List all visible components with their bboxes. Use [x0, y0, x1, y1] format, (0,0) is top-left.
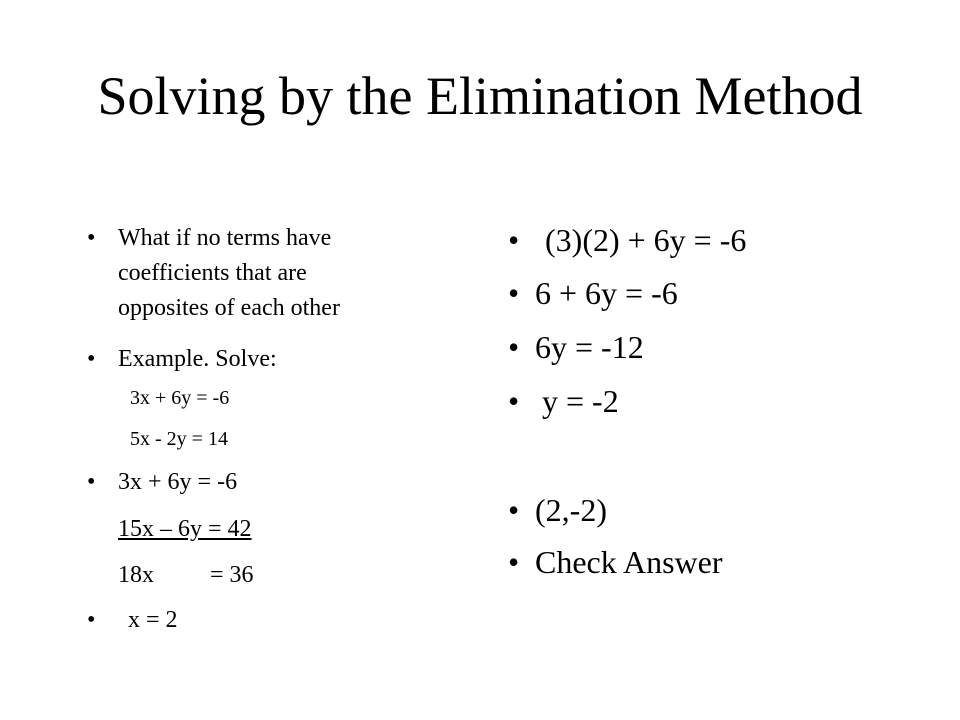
right-item-4: y = -2	[542, 383, 619, 419]
left-bullet4: x = 2	[128, 607, 178, 633]
bullet-marker: •	[508, 222, 520, 258]
left-bullet2: Example. Solve:	[118, 346, 277, 372]
left-bullet3: 3x + 6y = -6	[118, 469, 238, 495]
right-item-1: (3)(2) + 6y = -6	[545, 222, 747, 258]
bullet-marker: •	[508, 383, 520, 419]
left-sub-equation2: 5x - 2y = 14	[130, 428, 228, 450]
slide-title: Solving by the Elimination Method	[97, 66, 863, 126]
bullet-marker: •	[508, 544, 520, 580]
left-sub-equation1: 3x + 6y = -6	[130, 387, 230, 409]
bullet-marker: •	[508, 275, 520, 311]
left-bullet1-line1: What if no terms have	[118, 225, 332, 251]
left-bullet1-line2: coefficients that are	[118, 260, 307, 286]
right-item-5: (2,-2)	[535, 492, 607, 528]
left-equation-15x: 15x – 6y = 42	[118, 516, 252, 542]
right-item-6: Check Answer	[535, 544, 723, 580]
bullet-marker: •	[87, 607, 96, 633]
bullet-marker: •	[87, 225, 96, 251]
left-equation-18x-result: = 36	[210, 562, 254, 588]
bullet-marker: •	[508, 329, 520, 365]
right-item-3: 6y = -12	[535, 329, 644, 365]
right-item-2: 6 + 6y = -6	[535, 275, 678, 311]
bullet-marker: •	[508, 492, 520, 528]
left-equation-18x: 18x	[118, 562, 154, 588]
bullet-marker: •	[87, 469, 96, 495]
left-bullet1-line3: opposites of each other	[118, 295, 340, 321]
bullet-marker: •	[87, 346, 96, 372]
